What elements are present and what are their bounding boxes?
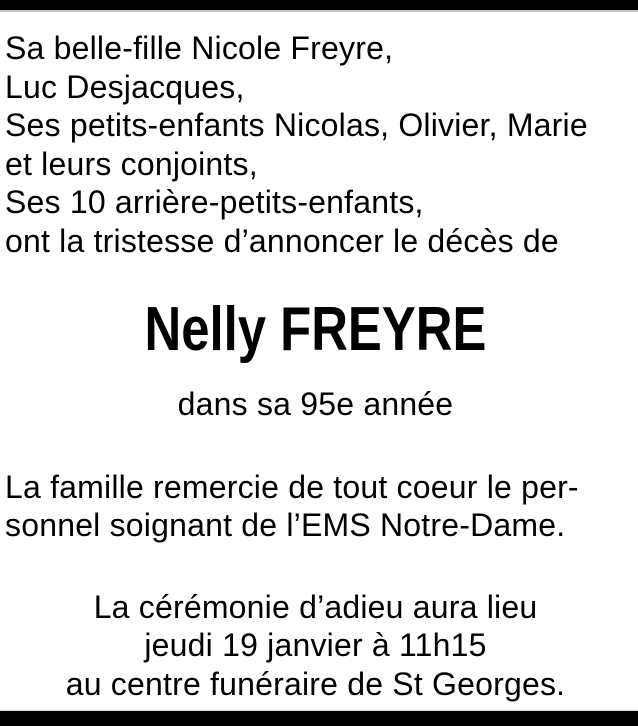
family-line: ont la tristesse d’annoncer le décès de (5, 222, 559, 259)
family-line: Sa belle-fille Nicole Freyre, (5, 30, 394, 66)
family-line: Ses petits-enfants Nicolas, Olivier, Marie (5, 107, 588, 143)
deceased-name-row (5, 297, 626, 372)
family-line: Ses 10 arrière-petits-enfants, (5, 184, 424, 220)
notice-content (0, 12, 638, 703)
ceremony-line: jeudi 19 janvier à 11h15 (144, 627, 487, 663)
deceased-name: Nelly FREYRE (144, 295, 487, 364)
family-announcement-block (5, 29, 626, 260)
ceremony-block (5, 588, 626, 704)
family-line: Luc Desjacques, (5, 68, 245, 105)
thanks-block (5, 468, 626, 545)
thanks-line: La famille remercie de tout coeur le per- (5, 468, 579, 505)
top-border-bar (0, 0, 638, 10)
family-line: et leurs conjoints, (5, 145, 258, 182)
ceremony-line: au centre funéraire de St Georges. (65, 665, 566, 702)
bottom-border-bar (0, 711, 638, 726)
ceremony-line: La cérémonie d’adieu aura lieu (93, 588, 538, 625)
age-line: dans sa 95e année (177, 386, 454, 422)
age-line-row (5, 385, 626, 424)
thanks-line: sonnel soignant de l’EMS Notre-Dame. (5, 507, 566, 543)
